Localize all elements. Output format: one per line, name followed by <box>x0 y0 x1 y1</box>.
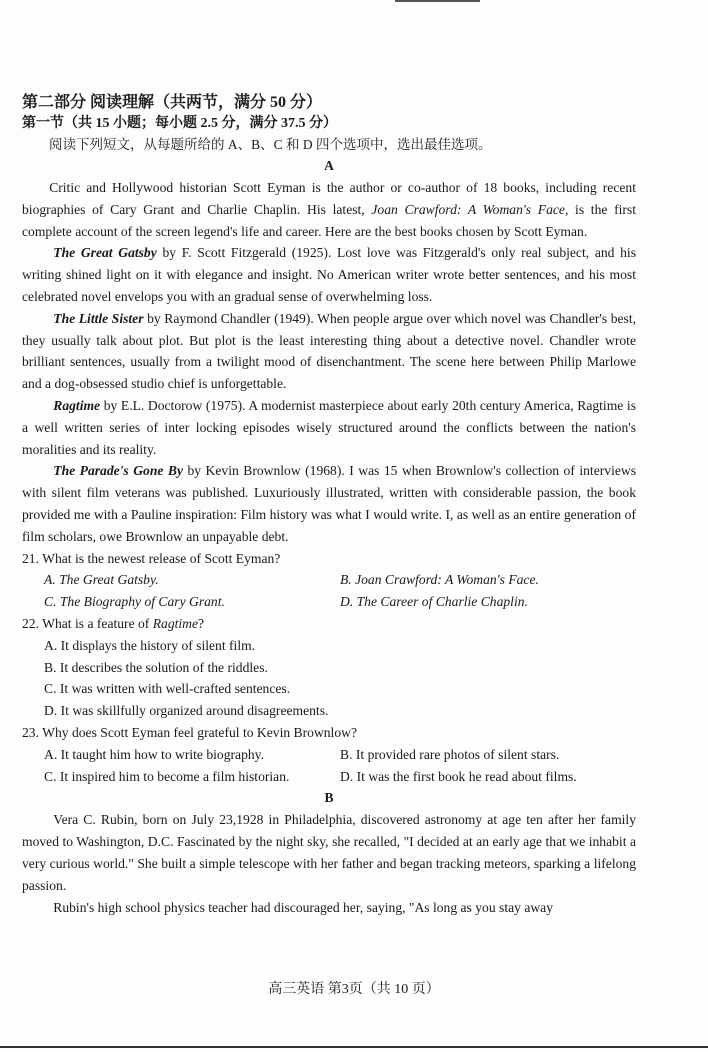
option-21a: A. The Great Gatsby. <box>44 572 159 588</box>
option-21c: C. The Biography of Cary Grant. <box>44 594 225 610</box>
option-22a: A. It displays the history of silent film. <box>44 637 256 653</box>
book-little-sister: The Little Sister by Raymond Chandler (1949). When people argue over which novel was Chandler's best, they usually talk about plot. But plot is the least interesting thing about a detective novel. Chandler wrote brilliant sentences, usually from a twilight mood of disenchantment. The scene here between Philip Marlowe and a dog-obsessed studio chief is unforgettable. <box>22 310 636 392</box>
question-22: 22. What is a feature of Ragtime? <box>22 615 205 631</box>
option-22d: D. It was skillfully organized around disagreements. <box>44 703 329 719</box>
passage-a-label: A <box>324 158 334 173</box>
question-21: 21. What is the newest release of Scott Eyman? <box>22 550 281 566</box>
option-23c: C. It inspired him to become a film historian. <box>44 768 290 784</box>
section-title: 第二部分 阅读理解（共两节，满分 50 分） <box>22 94 323 111</box>
option-22c: C. It was written with well-crafted sentences. <box>44 681 291 697</box>
scan-edge-top <box>395 0 480 2</box>
book-gatsby: The Great Gatsby by F. Scott Fitzgerald (1925). Lost love was Fitzgerald's only real subject, and his writing shined light on it with elegance and insight. No American writer wrote better sentences, and his most celebrated novel envelops you with an gradual sense of overwhelming loss. <box>22 245 637 304</box>
question-21-options-row1 <box>22 569 636 591</box>
question-23-options-row1 <box>22 744 636 766</box>
option-23a: A. It taught him how to write biography. <box>44 746 264 762</box>
option-23d: D. It was the first book he read about films. <box>340 768 577 784</box>
question-21-options-row2 <box>22 591 636 613</box>
passage-b-para-2: Rubin's high school physics teacher had discouraged her, saying, "As long as you stay away <box>53 899 554 915</box>
instruction: 阅读下列短文，从每题所给的 A、B、C 和 D 四个选项中，选出最佳选项。 <box>49 137 492 152</box>
book-ragtime: Ragtime by E.L. Doctorow (1975). A modernist masterpiece about early 20th century America, Ragtime is a well written series of inter locking episodes wisely structured around the conflicts between the nation's moralities and its reality. <box>22 397 636 457</box>
option-21d: D. The Career of Charlie Chaplin. <box>340 594 528 610</box>
question-23: 23. Why does Scott Eyman feel grateful to Kevin Brownlow? <box>22 724 357 740</box>
content <box>22 92 636 918</box>
scan-edge-bottom <box>0 1046 708 1048</box>
option-21b: B. Joan Crawford: A Woman's Face. <box>340 572 539 588</box>
book-parade: The Parade's Gone By by Kevin Brownlow (1968). I was 15 when Brownlow's collection of interviews with silent film veterans was published. Luxuriously illustrated, written with considerable passion, the book provided me with a Pauline inspiration: Film history was what I would write. I, as well as an entire generation of film scholars, owe Brownlow an unpayable debt. <box>22 463 636 544</box>
passage-a-intro: Critic and Hollywood historian Scott Eyman is the author or co-author of 18 books, including recent biographies of Cary Grant and Charlie Chaplin. His latest, Joan Crawford: A Woman's Face, is the first complete account of the screen legend's life and career. Here are the best books chosen by Scott Eyman. <box>22 180 636 239</box>
option-23b: B. It provided rare photos of silent stars. <box>340 746 560 762</box>
option-22b: B. It describes the solution of the riddles. <box>44 659 268 675</box>
passage-b-para-1: Vera C. Rubin, born on July 23,1928 in Philadelphia, discovered astronomy at age ten after her family moved to Washington, D.C. Fascinated by the night sky, she recalled, "I decided at an early age that we inhabit a very curious world." She built a simple telescope with her father and began tracking meteors, sparking a lifelong passion. <box>22 812 636 893</box>
question-23-options-row2 <box>22 766 636 788</box>
passage-b-label: B <box>324 790 334 806</box>
page-footer: 高三英语 第3页（共 10 页） <box>268 982 440 997</box>
subsection-title: 第一节（共 15 小题；每小题 2.5 分，满分 37.5 分） <box>22 116 337 131</box>
